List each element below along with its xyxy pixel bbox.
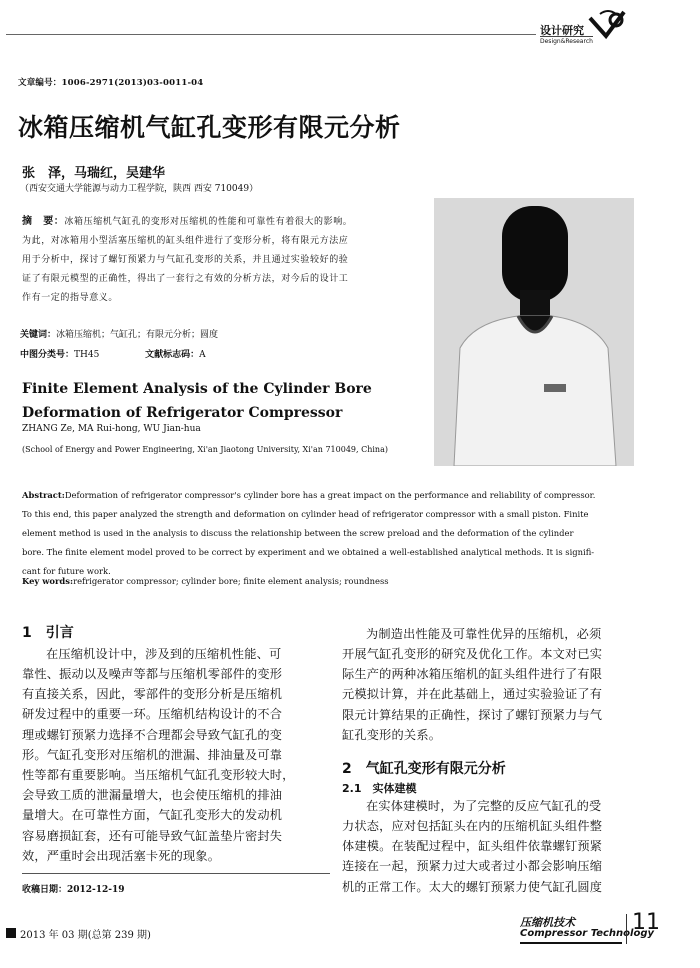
- body-line: 限元计算结果的正确性，探讨了螺钉预紧力与气: [342, 707, 603, 722]
- footer-rule: [520, 942, 622, 944]
- received-rule: [22, 873, 330, 874]
- body-line: 研发过程中的重要一环。压缩机结构设计的不合: [22, 707, 283, 722]
- clc-value: TH45: [74, 350, 100, 360]
- body-line: 理或螺钉预紧力选择不合理都会导致气缸孔的变: [22, 727, 283, 742]
- abstract-cn-line: 摘 要：冰箱压缩机气缸孔的变形对压缩机的性能和可靠性有着很大的影响。: [22, 216, 353, 227]
- affiliation-en: (School of Energy and Power Engineering, Xi'an Jiaotong University, Xi'an 710049, China): [22, 445, 388, 454]
- header-rule: [6, 34, 536, 35]
- section-2-heading: 2 气缸孔变形有限元分析: [342, 761, 506, 777]
- body-line: 靠性、振动以及噪声等都与压缩机零部件的变形: [22, 667, 283, 681]
- doc-code-value: A: [199, 350, 206, 360]
- keywords-en-label: Key words:: [22, 576, 74, 586]
- section-tag-en: Design&Research: [540, 38, 593, 45]
- abstract-en-line: Abstract:Deformation of refrigerator compressor's cylinder bore has a great impact on the performance and reliability of compressor.: [22, 490, 596, 500]
- article-number: 文章编号：1006-2971(2013)03-0011-04: [18, 78, 204, 88]
- section-2-1-heading: 2.1 实体建模: [342, 782, 417, 795]
- body-line: 体建模。在装配过程中，缸头组件依靠螺钉预紧: [342, 839, 603, 854]
- body-line: 开展气缸孔变形的研究及优化工作。本文对已实: [342, 647, 603, 661]
- body-line: 有直接关系，因此，零部件的变形分析是压缩机: [22, 687, 283, 702]
- abstract-en-label: Abstract:: [22, 490, 65, 500]
- received-date: 收稿日期：2012-12-19: [22, 885, 125, 895]
- abstract-en-line: cant for future work.: [22, 566, 111, 576]
- body-line: 性等都有重要影响。当压缩机气缸孔变形较大时，: [22, 768, 295, 783]
- keywords-cn-label: 关键词：: [20, 330, 57, 340]
- abstract-en: [22, 486, 678, 581]
- page-title: 冰箱压缩机气缸孔变形有限元分析: [18, 113, 401, 142]
- body-line: 在实体建模时，为了完整的反应气缸孔的受: [366, 799, 602, 813]
- section-2-body-cont: [342, 816, 678, 897]
- body-line: 连接在一起，预紧力过大或者过小都会影响压缩: [342, 859, 603, 874]
- body-line: 容易磨损缸套，还有可能导致气缸盖垫片密封失: [22, 828, 283, 843]
- section-1-body: [22, 644, 330, 664]
- abstract-cn-line: 证了有限元模型的正确性，得出了一套行之有效的分析方法，对今后的设计工: [22, 274, 349, 284]
- keywords-en-value: refrigerator compressor; cylinder bore; finite element analysis; roundness: [73, 576, 389, 586]
- keywords-cn-value: 冰箱压缩机；气缸孔；有限元分析；圆度: [56, 330, 219, 340]
- body-line: 为制造出性能及可靠性优异的压缩机，必须: [366, 627, 602, 641]
- intro-continued-cont: [342, 644, 678, 745]
- section-tag: 设计研究: [540, 24, 584, 37]
- journal-name-cn: 压缩机技术: [520, 916, 575, 929]
- section-1-heading: 1 引言: [22, 625, 74, 641]
- page-number: 11: [632, 910, 660, 935]
- footer-divider: [626, 914, 627, 944]
- abstract-en-line: To this end, this paper analyzed the strength and deformation on cylinder head of refrigerator compressor with a small piston. Finite: [22, 509, 589, 519]
- body-line: 形。气缸孔变形对压缩机的泄漏、排油量及可靠: [22, 747, 283, 762]
- abstract-cn-line: 用于分析中，探讨了螺钉预紧力与气缸孔变形的关系，并且通过实验较好的验: [22, 255, 349, 265]
- body-line: 缸孔变形的关系。: [342, 727, 442, 742]
- section-1-body-cont: [22, 664, 330, 866]
- abstract-en-line: bore. The finite element model proved to be correct by experiment and we obtained a well-established analytical methods. It is signifi-: [22, 547, 595, 557]
- abstract-cn-label: 摘 要：: [22, 216, 65, 227]
- section-2-body: [342, 796, 678, 816]
- affiliation-cn: （西安交通大学能源与动力工程学院，陕西 西安 710049）: [20, 184, 259, 194]
- keywords-cn: [20, 327, 218, 340]
- author-photo: [434, 198, 634, 466]
- journal-name-en: Compressor Technology: [520, 928, 655, 939]
- abstract-cn-line: 作有一定的指导意义。: [22, 293, 119, 303]
- body-line: 在压缩机设计中，涉及到的压缩机性能、可: [46, 647, 282, 661]
- authors-en: ZHANG Ze, MA Rui-hong, WU Jian-hua: [22, 424, 201, 434]
- body-line: 力状态，应对包括缸头在内的压缩机缸头组件整: [342, 819, 603, 833]
- clc-label: 中图分类号：: [20, 350, 75, 360]
- title-en: Finite Element Analysis of the Cylinder Bore Deformation of Refrigerator Compressor: [22, 381, 372, 421]
- footer-marker: [6, 928, 16, 938]
- authors-cn: 张 泽，马瑞红，吴建华: [22, 166, 166, 181]
- body-line: 机的正常工作。太大的螺钉预紧力使气缸孔圆度: [342, 879, 603, 894]
- body-line: 会导致工质的泄漏量增大，也会使压缩机的排油: [22, 788, 283, 803]
- abstract-cn-line: 为此，对冰箱用小型活塞压缩机的缸头组件进行了变形分析，将有限元方法应: [22, 236, 349, 246]
- journal-emblem-icon: [586, 6, 628, 48]
- abstract-en-line: element method is used in the analysis to discuss the relationship between the screw preload and the deformation of the cylinder: [22, 528, 574, 538]
- doc-code-label: 文献标志码：: [145, 350, 200, 360]
- intro-continued: [342, 624, 678, 644]
- issue-info: 2013 年 03 期(总第 239 期): [20, 930, 151, 941]
- abstract-cn: [22, 212, 422, 308]
- body-line: 际生产的两种冰箱压缩机的缸头组件进行了有限: [342, 667, 603, 682]
- body-line: 效，严重时会出现活塞卡死的现象。: [22, 848, 221, 863]
- classification: [20, 347, 206, 360]
- body-line: 量增大。在可靠性方面，气缸孔变形大的发动机: [22, 808, 283, 823]
- body-line: 元模拟计算，并在此基础上，通过实验验证了有: [342, 687, 603, 702]
- keywords-en: [22, 576, 389, 586]
